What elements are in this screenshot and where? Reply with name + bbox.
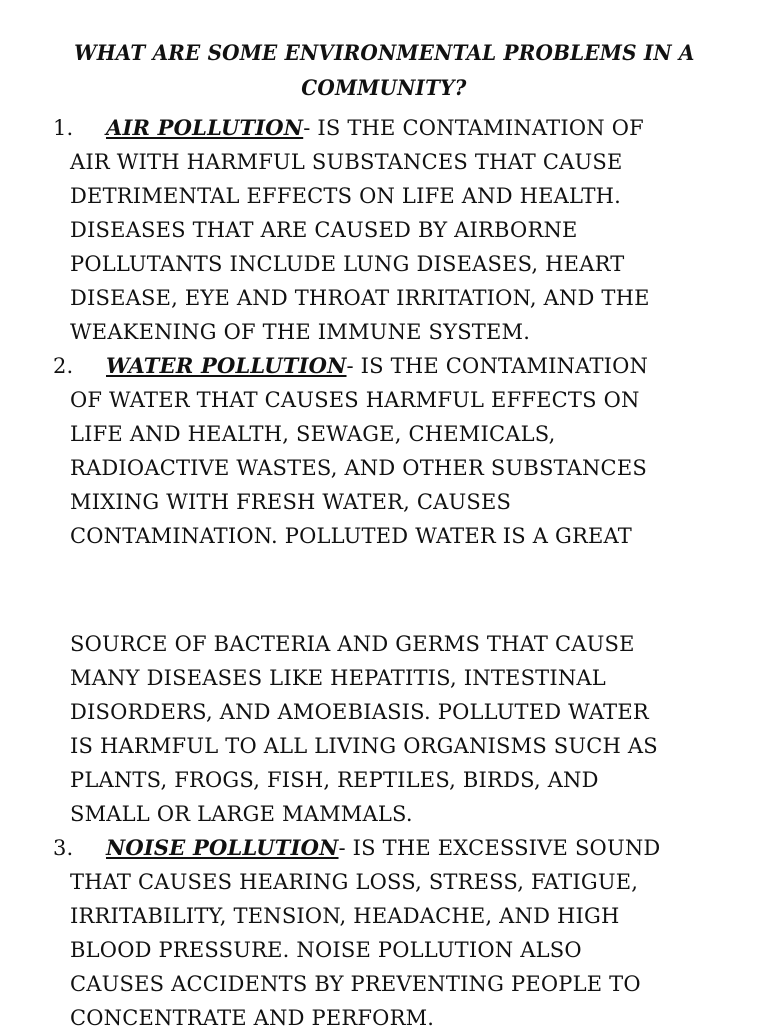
item-term: NOISE POLLUTION xyxy=(106,835,339,860)
item-text-line: POLLUTANTS INCLUDE LUNG DISEASES, HEART xyxy=(70,252,625,276)
item-number: 3. xyxy=(53,836,74,860)
item-text-line: MIXING WITH FRESH WATER, CAUSES xyxy=(70,490,512,514)
item-text-line: OF WATER THAT CAUSES HARMFUL EFFECTS ON xyxy=(70,388,640,412)
item-text-line: DISEASES THAT ARE CAUSED BY AIRBORNE xyxy=(70,218,578,242)
item-text-line: PLANTS, FROGS, FISH, REPTILES, BIRDS, AND xyxy=(70,768,599,792)
title-line-1: WHAT ARE SOME ENVIRONMENTAL PROBLEMS IN A xyxy=(73,40,695,65)
item-first-line xyxy=(106,111,644,145)
item-term: WATER POLLUTION xyxy=(106,353,347,378)
item-term: AIR POLLUTION xyxy=(106,115,304,140)
item-text-line: IS HARMFUL TO ALL LIVING ORGANISMS SUCH AS xyxy=(70,734,658,758)
item-first-line xyxy=(106,831,660,865)
item-first-line-rest: - IS THE EXCESSIVE SOUND xyxy=(338,836,661,860)
item-text-line: LIFE AND HEALTH, SEWAGE, CHEMICALS, xyxy=(70,422,556,446)
item-text-line: AIR WITH HARMFUL SUBSTANCES THAT CAUSE xyxy=(70,150,623,174)
item-text-line: WEAKENING OF THE IMMUNE SYSTEM. xyxy=(70,320,531,344)
item-text-line: CONTAMINATION. POLLUTED WATER IS A GREAT xyxy=(70,524,632,548)
item-first-line xyxy=(106,349,648,383)
item-text-line: RADIOACTIVE WASTES, AND OTHER SUBSTANCES xyxy=(70,456,647,480)
item-text-line: BLOOD PRESSURE. NOISE POLLUTION ALSO xyxy=(70,938,582,962)
title-line-2: COMMUNITY? xyxy=(301,75,467,100)
item-text-line: DISEASE, EYE AND THROAT IRRITATION, AND THE xyxy=(70,286,650,310)
item-text-line: THAT CAUSES HEARING LOSS, STRESS, FATIGUE, xyxy=(70,870,639,894)
item-text-line: SOURCE OF BACTERIA AND GERMS THAT CAUSE xyxy=(70,632,635,656)
item-text-line: DETRIMENTAL EFFECTS ON LIFE AND HEALTH. xyxy=(70,184,622,208)
item-first-line-rest: - IS THE CONTAMINATION xyxy=(346,354,649,378)
document-title xyxy=(0,36,768,106)
item-text-line: CONCENTRATE AND PERFORM. xyxy=(70,1006,435,1030)
item-text-line: CAUSES ACCIDENTS BY PREVENTING PEOPLE TO xyxy=(70,972,641,996)
item-first-line-rest: - IS THE CONTAMINATION OF xyxy=(303,116,644,140)
item-number: 2. xyxy=(53,354,74,378)
item-text-line: DISORDERS, AND AMOEBIASIS. POLLUTED WATER xyxy=(70,700,649,724)
item-text-line: IRRITABILITY, TENSION, HEADACHE, AND HIGH xyxy=(70,904,620,928)
item-text-line: MANY DISEASES LIKE HEPATITIS, INTESTINAL xyxy=(70,666,606,690)
item-number: 1. xyxy=(53,116,74,140)
item-text-line: SMALL OR LARGE MAMMALS. xyxy=(70,802,413,826)
